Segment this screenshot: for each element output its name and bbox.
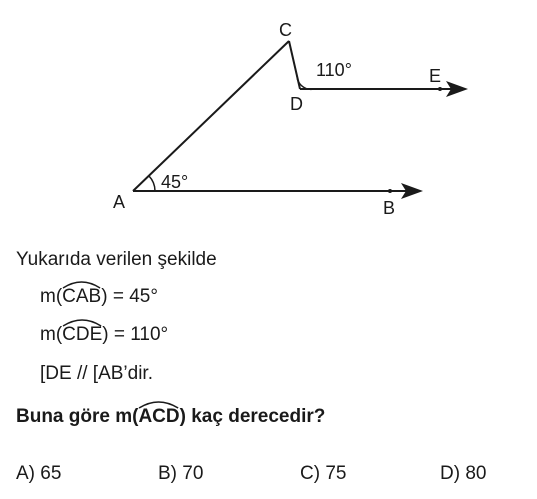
choice-value: 75 <box>325 463 347 484</box>
arc-notation <box>62 287 101 306</box>
question-prefix: Buna göre m( <box>16 406 139 427</box>
arc-text: CAB <box>62 286 102 307</box>
question-text <box>16 407 325 426</box>
arc-mark-icon <box>62 279 101 289</box>
point-label-a: A <box>113 192 126 212</box>
arc-text: ACD <box>138 406 180 427</box>
choice-c[interactable] <box>300 464 346 483</box>
choice-value: 80 <box>465 463 487 484</box>
point-b-dot <box>388 189 392 193</box>
given-prefix: m( <box>40 324 63 345</box>
point-label-e: E <box>429 66 442 86</box>
choice-label: C) <box>300 463 321 484</box>
choice-d[interactable] <box>440 464 486 483</box>
point-label-b: B <box>383 198 396 218</box>
segment-ac <box>133 41 289 191</box>
question-suffix: ) kaç derecedir? <box>179 406 326 427</box>
given-suffix: ) = 45° <box>101 286 158 307</box>
given-angle-cde <box>40 325 168 344</box>
given-parallel <box>40 364 153 383</box>
arc-text: CDE <box>62 324 103 345</box>
geometry-figure <box>0 0 537 240</box>
choice-b[interactable] <box>158 464 203 483</box>
point-label-d: D <box>290 94 303 114</box>
arc-mark-icon <box>138 399 179 409</box>
angle-arc-a <box>149 176 155 191</box>
choice-a[interactable] <box>16 464 61 483</box>
given-prefix: m( <box>40 286 63 307</box>
choice-label: D) <box>440 463 461 484</box>
point-e-dot <box>438 87 442 91</box>
choice-value: 65 <box>40 463 62 484</box>
arc-notation <box>62 325 102 344</box>
angle-label-a: 45° <box>161 172 189 192</box>
point-label-c: C <box>279 20 292 40</box>
intro-text: Yukarıda verilen şekilde <box>16 249 217 270</box>
given-suffix: ) = 110° <box>102 324 169 345</box>
angle-label-d: 110° <box>316 60 352 80</box>
choice-value: 70 <box>182 463 204 484</box>
arc-mark-icon <box>62 317 102 327</box>
choice-label: A) <box>16 463 35 484</box>
given-suffix: [DE // [AB’dir. <box>40 363 153 384</box>
choice-label: B) <box>158 463 177 484</box>
arc-notation <box>138 407 179 426</box>
given-angle-cab <box>40 287 158 306</box>
